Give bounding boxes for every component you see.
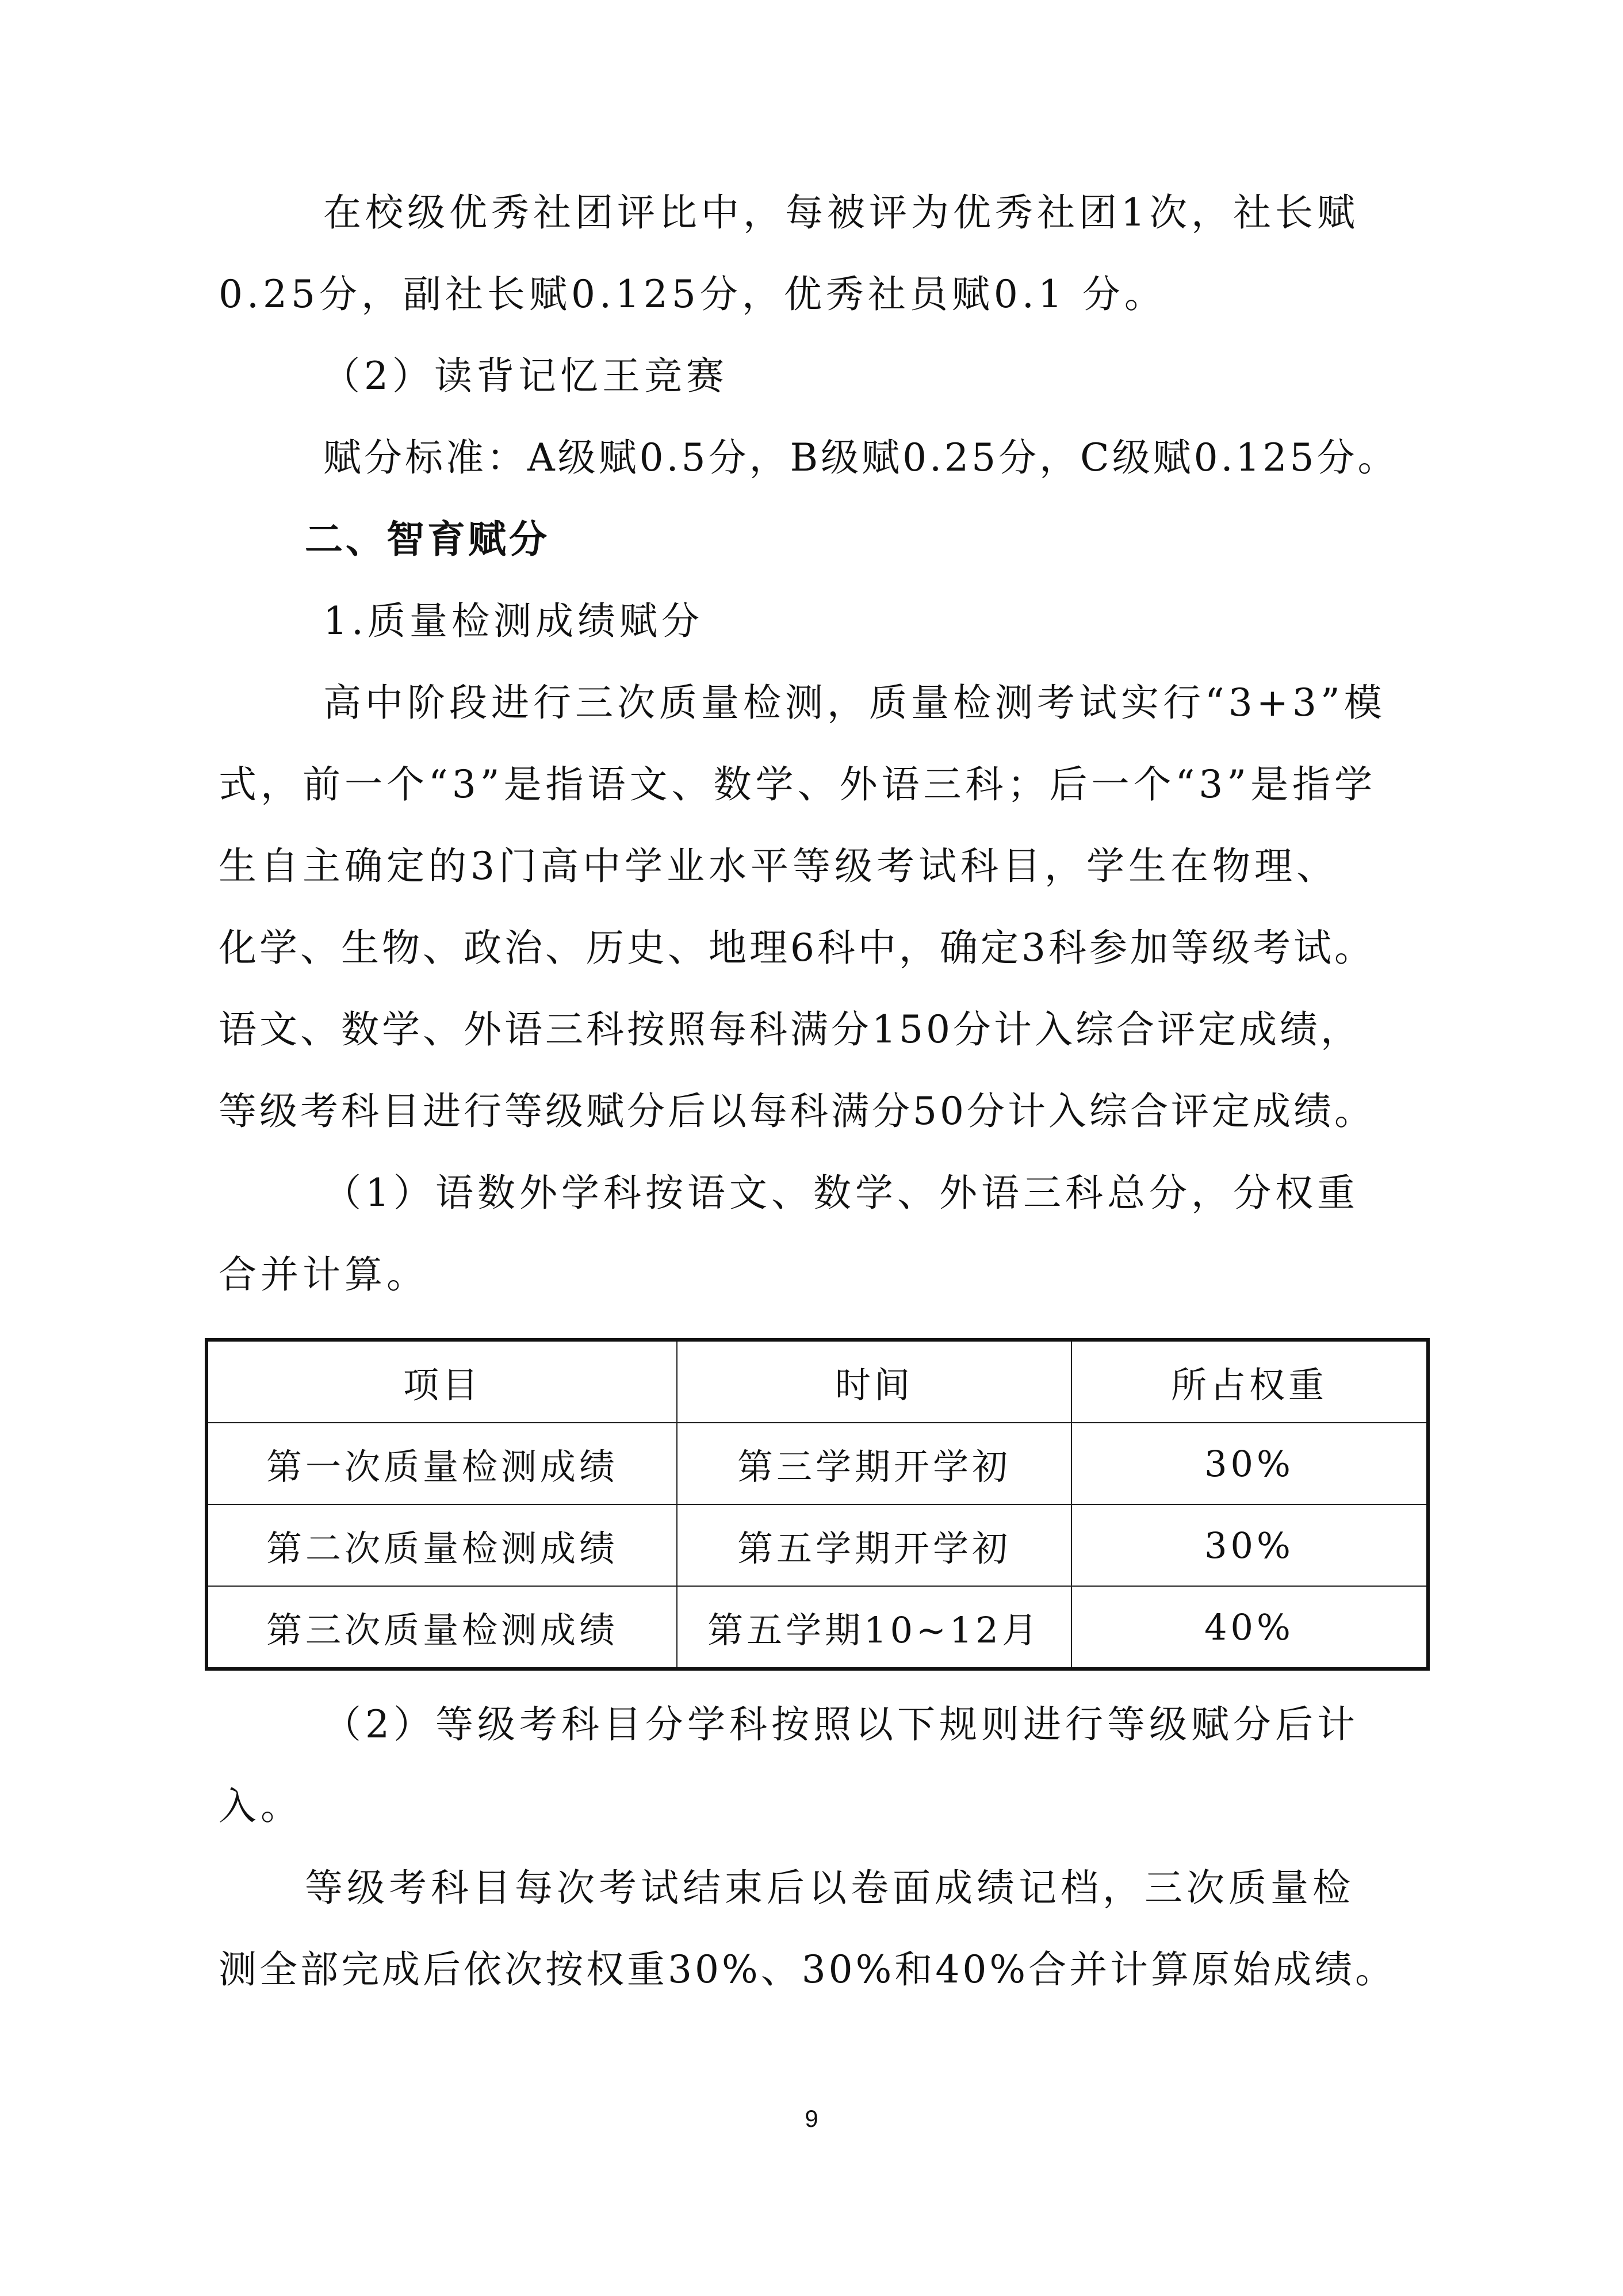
closing-line-2: 测全部完成后依次按权重30%、30%和40%合并计算原始成绩。	[219, 1947, 1396, 1992]
table-cell: 第三学期开学初	[677, 1423, 1071, 1504]
table-cell: 第五学期10~12月	[677, 1586, 1071, 1669]
quality-intro-line-3: 生自主确定的3门高中学业水平等级考试科目，学生在物理、	[219, 844, 1338, 888]
club-award-line-2: 0.25分，副社长赋0.125分，优秀社员赋0.1 分。	[219, 272, 1166, 316]
item2-line-2: 入。	[219, 1784, 303, 1828]
reading-contest-title: （2）读背记忆王竞赛	[322, 354, 728, 398]
item1-line-1: （1）语数外学科按语文、数学、外语三科总分，分权重	[323, 1171, 1359, 1215]
table-header-cell: 所占权重	[1071, 1340, 1428, 1423]
quality-intro-line-6: 等级考科目进行等级赋分后以每科满分50分计入综合评定成绩。	[219, 1089, 1375, 1133]
quality-weight-table	[205, 1338, 1430, 1671]
quality-intro-line-4: 化学、生物、政治、历史、地理6科中，确定3科参加等级考试。	[219, 926, 1375, 970]
closing-line-1: 等级考科目每次考试结束后以卷面成绩记档，三次质量检	[305, 1866, 1354, 1910]
club-award-line-1: 在校级优秀社团评比中，每被评为优秀社团1次，社长赋	[323, 190, 1359, 235]
table-cell: 第一次质量检测成绩	[206, 1423, 677, 1504]
quality-intro-line-1: 高中阶段进行三次质量检测，质量检测考试实行“3+3”模	[323, 681, 1386, 725]
table-cell: 30%	[1071, 1423, 1428, 1504]
item2-line-1: （2）等级考科目分学科按照以下规则进行等级赋分后计	[323, 1702, 1359, 1747]
subsection-heading: 1.质量检测成绩赋分	[323, 599, 703, 643]
table-row	[206, 1504, 1428, 1586]
table-cell: 30%	[1071, 1504, 1428, 1586]
table-cell: 40%	[1071, 1586, 1428, 1669]
section-heading: 二、智育赋分	[305, 517, 550, 561]
table-header-cell: 项目	[206, 1340, 677, 1423]
table-cell: 第三次质量检测成绩	[206, 1586, 677, 1669]
table-header-cell: 时间	[677, 1340, 1071, 1423]
table-row	[206, 1423, 1428, 1504]
reading-contest-standard: 赋分标准：A级赋0.5分，B级赋0.25分，C级赋0.125分。	[323, 435, 1399, 480]
table-cell: 第五学期开学初	[677, 1504, 1071, 1586]
table-row	[206, 1586, 1428, 1669]
quality-intro-line-2: 式，前一个“3”是指语文、数学、外语三科；后一个“3”是指学	[219, 762, 1376, 807]
quality-intro-line-5: 语文、数学、外语三科按照每科满分150分计入综合评定成绩，	[219, 1007, 1361, 1052]
table-header-row	[206, 1340, 1428, 1423]
table-cell: 第二次质量检测成绩	[206, 1504, 677, 1586]
item1-line-2: 合并计算。	[219, 1252, 428, 1297]
page-number: 9	[805, 2105, 818, 2132]
